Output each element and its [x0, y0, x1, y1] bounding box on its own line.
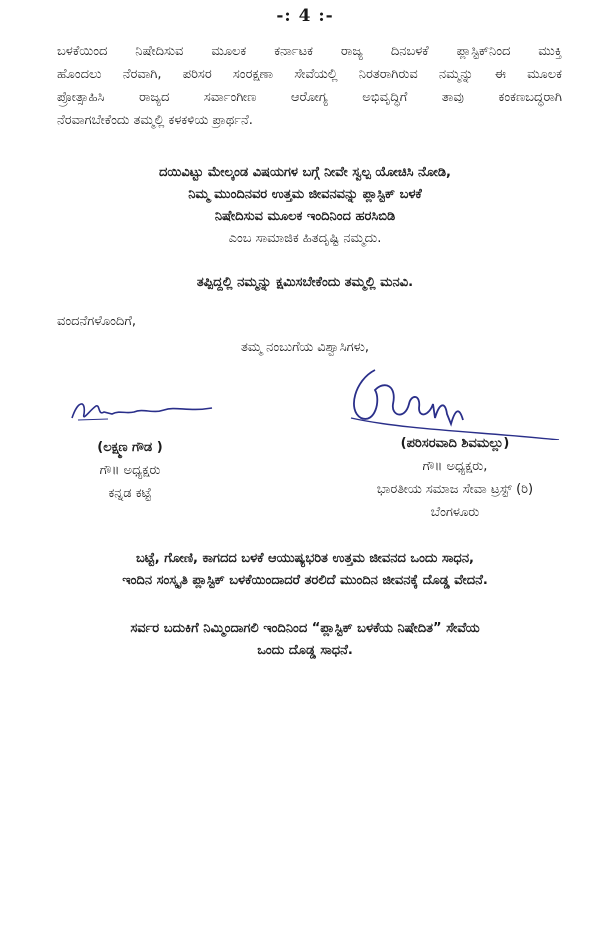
slogan-1 [0, 548, 610, 592]
request-line: ದಯಿವಿಟ್ಟು ಮೇಲ್ಕಂಡ ವಿಷಯಗಳ ಬಗ್ಗೆ ನೀವೇ ಸ್ವಲ್ಪ ಯೋಚಿಸಿ ನೋಡಿ, [159, 165, 451, 180]
signatory-left-name: (ಲಕ್ಷ್ಮಣ ಗೌಡ ) [97, 440, 163, 455]
signatory-right-city: ಬೆಂಗಳೂರು [430, 505, 480, 520]
signatory-right [320, 432, 590, 524]
request-block [0, 162, 610, 250]
intro-line: ಪ್ರೋತ್ಸಾಹಿಸಿ ರಾಜ್ಯದ ಸರ್ವಾಂಗೀಣ ಆರೋಗ್ಯ ಅಭಿವೃದ್ಧಿಗೆ ತಾವು ಕಂಕಣಬದ್ಧರಾಗಿ [57, 90, 562, 105]
request-line-plain: ಎಂಬ ಸಾಮಾಜಿಕ ಹಿತದೃಷ್ಟಿ ನಮ್ಮದು. [228, 231, 382, 246]
intro-line: ಬಳಕೆಯಿಂದ ನಿಷೇದಿಸುವ ಮೂಲಕ ಕರ್ನಾಟಕ ರಾಜ್ಯ ದಿನಬಳಕೆ ಪ್ಲಾಸ್ಟಿಕ್‌ನಿಂದ ಮುಕ್ತಿ [57, 44, 562, 59]
greeting: ವಂದನೆಗಳೊಂದಿಗೆ, [57, 314, 136, 329]
slogan-line: ಬಟ್ಟೆ, ಗೋಣಿ, ಕಾಗದದ ಬಳಕೆ ಆಯುಷ್ಯಭರಿತ ಉತ್ತಮ ಜೀವನದ ಒಂದು ಸಾಧನ, [136, 551, 474, 566]
apology-line: ತಪ್ಪಿದ್ದಲ್ಲಿ ನಮ್ಮನ್ನು ಕ್ಷಮಿಸಬೇಕೆಂದು ತಮ್ಮಲ್ಲಿ ಮನವಿ. [196, 275, 414, 290]
page-number: -: 4 :- [276, 6, 334, 26]
slogan-line: ಒಂದು ದೊಡ್ಡ ಸಾಧನೆ. [257, 643, 353, 658]
signature-left [68, 392, 218, 428]
slogan-2 [0, 618, 610, 662]
intro-line: ಹೊಂದಲು ನೆರವಾಗಿ, ಪರಿಸರ ಸಂರಕ್ಷಣಾ ಸೇವೆಯಲ್ಲಿ ನಿರತರಾಗಿರುವ ನಮ್ಮನ್ನು ಈ ಮೂಲಕ [57, 67, 562, 82]
signatory-right-org: ಭಾರತೀಯ ಸಮಾಜ ಸೇವಾ ಟ್ರಸ್ಟ್ (ರಿ) [376, 482, 534, 497]
signatory-left [50, 436, 210, 505]
intro-line: ನೆರವಾಗಬೇಕೆಂದು ತಮ್ಮಲ್ಲಿ ಕಳಕಳಿಯ ಪ್ರಾರ್ಥನೆ. [57, 113, 253, 128]
signature-right [345, 360, 565, 440]
slogan-line: ಸರ್ವರ ಬದುಕಿಗೆ ನಿಮ್ಮಿಂದಾಗಲಿ ಇಂದಿನಿಂದ “ಪ್ಲಾಸ್ಟಿಕ್ ಬಳಕೆಯ ನಿಷೇದಿತ” ಸೇವೆಯ [130, 621, 480, 636]
signatory-right-title: ಗೌ॥ ಅಧ್ಯಕ್ಷರು, [422, 459, 488, 474]
slogan-line: ಇಂದಿನ ಸಂಸ್ಕೃತಿ ಪ್ಲಾಸ್ಟಿಕ್ ಬಳಕೆಯಿಂದಾದರೆ ತರಲಿದೆ ಮುಂದಿನ ಜೀವನಕ್ಕೆ ದೊಡ್ಡ ವೇದನೆ. [122, 573, 488, 588]
signatory-left-title: ಗೌ॥ ಅಧ್ಯಕ್ಷರು [99, 463, 161, 478]
signatory-right-name: (ಪರಿಸರವಾದಿ ಶಿವಮಲ್ಲು) [400, 436, 510, 451]
request-line: ನಿಷೇದಿಸುವ ಮೂಲಕ ಇಂದಿನಿಂದ ಹರಸಿಬಿಡಿ [214, 209, 396, 224]
yours-faithfully: ತಮ್ಮ ನಂಬುಗೆಯ ವಿಶ್ವಾಸಿಗಳು, [241, 340, 369, 355]
request-line: ನಿಮ್ಮ ಮುಂದಿನವರ ಉತ್ತಮ ಜೀವನವನ್ನು ಪ್ಲಾಸ್ಟಿಕ್ ಬಳಕೆ [188, 187, 422, 202]
signatory-left-org: ಕನ್ನಡ ಕಟ್ಟೆ [108, 486, 152, 501]
intro-paragraph [57, 40, 562, 132]
